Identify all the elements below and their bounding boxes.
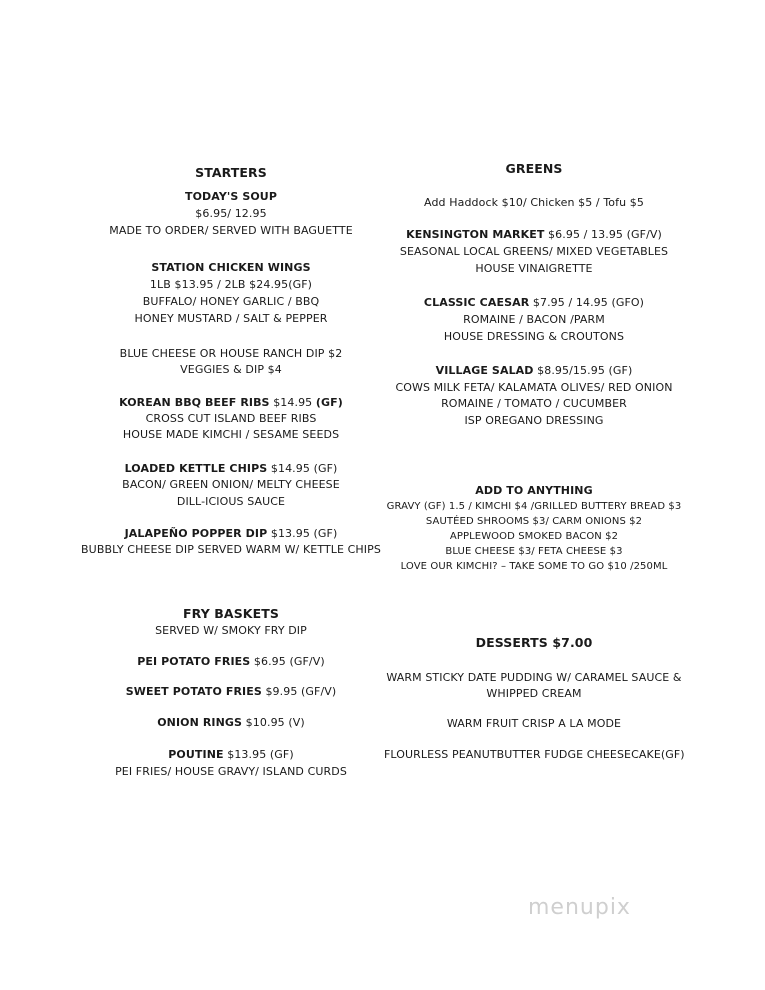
pei-fries-price: $6.95 (GF/V) <box>250 655 325 668</box>
caesar-price: $7.95 / 14.95 (GFO) <box>529 296 645 309</box>
chips-name: LOADED KETTLE CHIPS <box>124 462 268 475</box>
chips-line <box>76 462 386 476</box>
poutine-line <box>76 748 386 762</box>
add-to-anything-heading: ADD TO ANYTHING <box>475 484 593 497</box>
kensington-name: KENSINGTON MARKET <box>406 228 545 241</box>
ribs-desc-2: HOUSE MADE KIMCHI / SESAME SEEDS <box>122 428 340 441</box>
poutine-desc: PEI FRIES/ HOUSE GRAVY/ ISLAND CURDS <box>115 765 347 778</box>
sweet-fries-name: SWEET POTATO FRIES <box>125 685 262 698</box>
dessert-1-line-2: WHIPPED CREAM <box>486 687 582 700</box>
chips-desc-1: BACON/ GREEN ONION/ MELTY CHEESE <box>122 478 340 491</box>
caesar-line <box>384 296 684 310</box>
popper-desc: BUBBLY CHEESE DIP SERVED WARM W/ KETTLE CHIPS <box>81 543 381 556</box>
village-name: VILLAGE SALAD <box>435 364 534 377</box>
fry-baskets-heading: FRY BASKETS <box>183 606 279 621</box>
ribs-price: $14.95 <box>269 396 316 409</box>
poutine-price: $13.95 (GF) <box>223 748 294 761</box>
onion-rings-line <box>76 716 386 730</box>
starters-heading: STARTERS <box>195 165 267 180</box>
kensington-desc-1: SEASONAL LOCAL GREENS/ MIXED VEGETABLES <box>399 245 669 258</box>
dip-line: BLUE CHEESE OR HOUSE RANCH DIP $2 <box>119 347 343 360</box>
onion-rings-price: $10.95 (V) <box>242 716 305 729</box>
chips-price: $14.95 (GF) <box>267 462 338 475</box>
village-desc-2: ROMAINE / TOMATO / CUCUMBER <box>441 397 627 410</box>
greens-add-line: Add Haddock $10/ Chicken $5 / Tofu $5 <box>424 196 644 209</box>
wings-name: STATION CHICKEN WINGS <box>151 261 311 274</box>
popper-line <box>76 527 386 541</box>
sweet-fries-line <box>76 685 386 699</box>
kensington-line <box>384 228 684 242</box>
kensington-desc-2: HOUSE VINAIGRETTE <box>475 262 593 275</box>
desserts-heading: DESSERTS $7.00 <box>475 635 593 650</box>
ribs-line <box>76 396 386 410</box>
caesar-desc-2: HOUSE DRESSING & CROUTONS <box>443 330 625 343</box>
village-line <box>384 364 684 378</box>
dessert-3: FLOURLESS PEANUTBUTTER FUDGE CHEESECAKE(GF) <box>384 748 685 761</box>
pei-fries-name: PEI POTATO FRIES <box>137 655 251 668</box>
add-line-4: BLUE CHEESE $3/ FETA CHEESE $3 <box>445 546 623 557</box>
wings-flavors-2: HONEY MUSTARD / SALT & PEPPER <box>134 312 328 325</box>
pei-fries-line <box>76 655 386 669</box>
ribs-gf: (GF) <box>315 396 343 409</box>
kensington-price: $6.95 / 13.95 (GF/V) <box>544 228 662 241</box>
popper-name: JALAPEÑO POPPER DIP <box>124 527 268 540</box>
village-price: $8.95/15.95 (GF) <box>533 364 633 377</box>
sweet-fries-price: $9.95 (GF/V) <box>261 685 337 698</box>
popper-price: $13.95 (GF) <box>267 527 338 540</box>
soup-name: TODAY'S SOUP <box>185 190 277 203</box>
dessert-1-line-1: WARM STICKY DATE PUDDING W/ CARAMEL SAUCE & <box>386 671 682 684</box>
veggies-line: VEGGIES & DIP $4 <box>180 363 282 376</box>
caesar-name: CLASSIC CAESAR <box>423 296 530 309</box>
ribs-name: KOREAN BBQ BEEF RIBS <box>119 396 270 409</box>
wings-flavors-1: BUFFALO/ HONEY GARLIC / BBQ <box>142 295 320 308</box>
onion-rings-name: ONION RINGS <box>157 716 243 729</box>
village-desc-1: COWS MILK FETA/ KALAMATA OLIVES/ RED ONION <box>395 381 673 394</box>
soup-price: $6.95/ 12.95 <box>195 207 267 220</box>
chips-desc-2: DILL-ICIOUS SAUCE <box>176 495 286 508</box>
dessert-2: WARM FRUIT CRISP A LA MODE <box>446 717 622 730</box>
caesar-desc-1: ROMAINE / BACON /PARM <box>463 313 605 326</box>
add-line-5: LOVE OUR KIMCHI? – TAKE SOME TO GO $10 /250ML <box>400 561 668 572</box>
add-line-1: GRAVY (GF) 1.5 / KIMCHI $4 /GRILLED BUTTERY BREAD $3 <box>386 501 682 512</box>
add-line-3: APPLEWOOD SMOKED BACON $2 <box>449 531 619 542</box>
greens-heading: GREENS <box>505 161 563 176</box>
ribs-desc-1: CROSS CUT ISLAND BEEF RIBS <box>145 412 317 425</box>
wings-price: 1LB $13.95 / 2LB $24.95(GF) <box>149 278 313 291</box>
fry-baskets-subheading: SERVED W/ SMOKY FRY DIP <box>155 624 307 637</box>
village-desc-3: ISP OREGANO DRESSING <box>464 414 604 427</box>
poutine-name: POUTINE <box>168 748 224 761</box>
soup-desc: MADE TO ORDER/ SERVED WITH BAGUETTE <box>109 224 353 237</box>
add-line-2: SAUTÉED SHROOMS $3/ CARM ONIONS $2 <box>425 516 643 527</box>
menupix-watermark: menupix <box>528 895 631 920</box>
